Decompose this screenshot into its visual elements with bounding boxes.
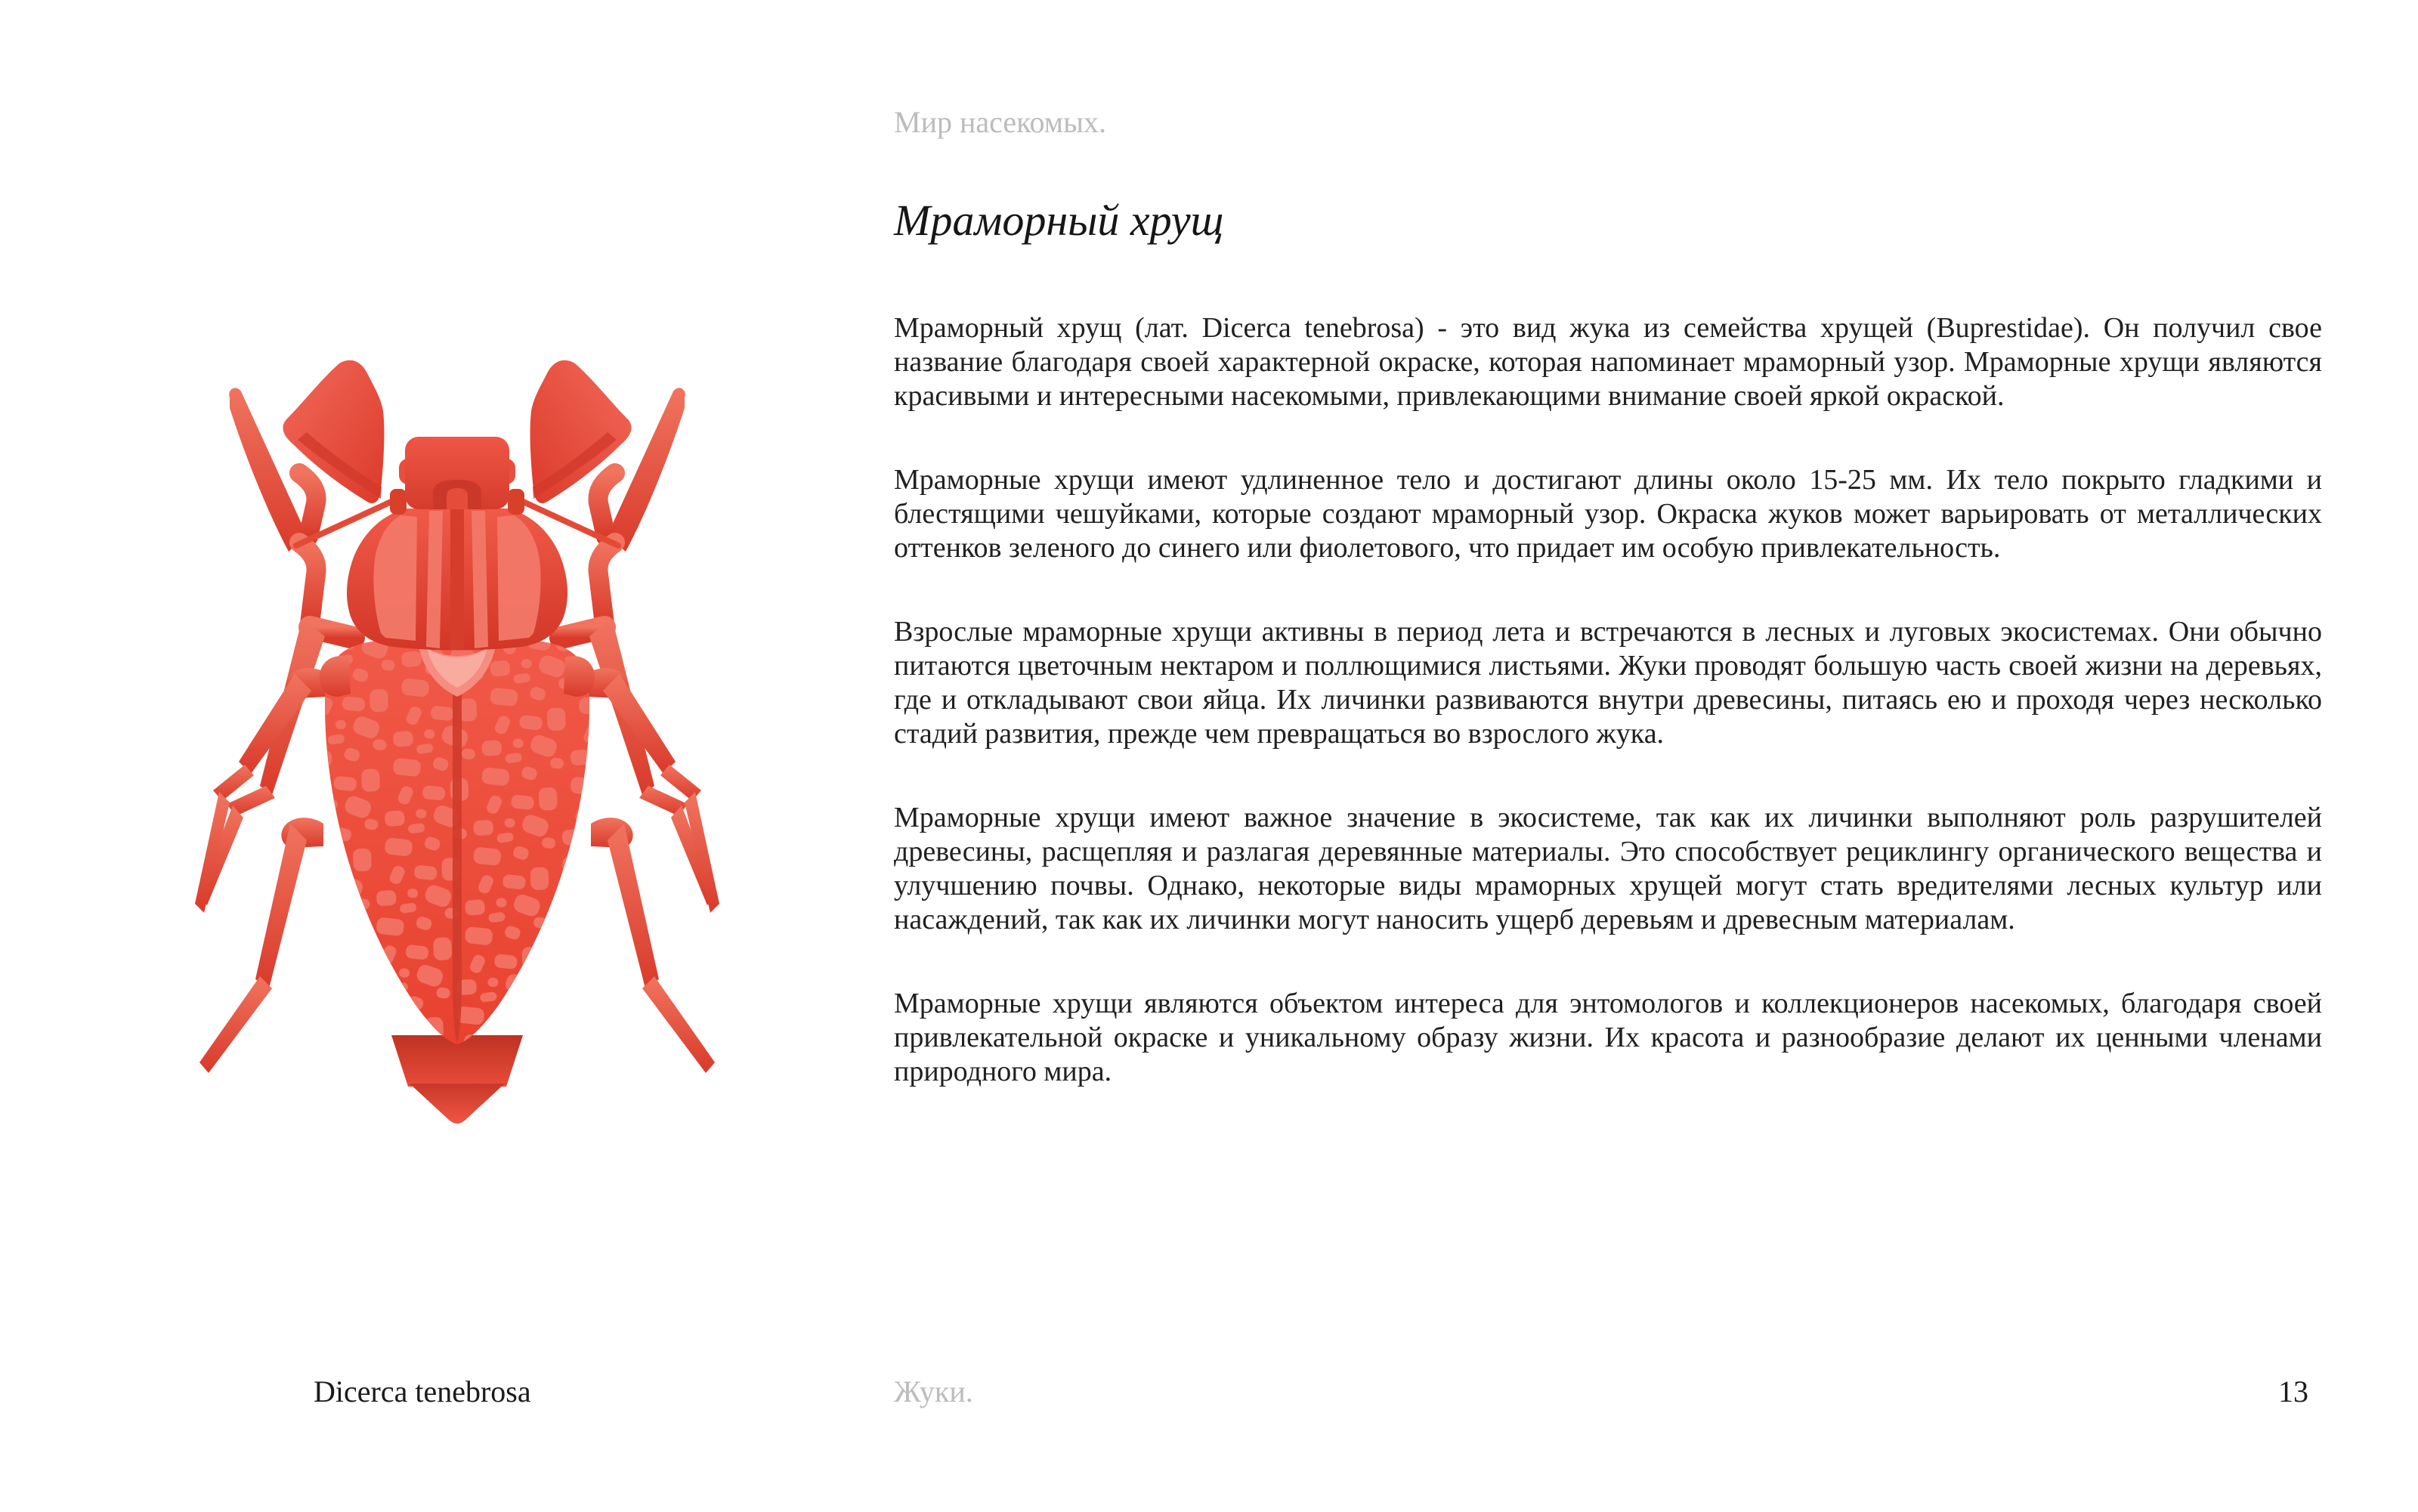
article <box>894 104 2322 1139</box>
paragraph-ecosystem: Мраморные хрущи имеют важное значение в экосистеме, так как их личинки выполняют роль разрушителей древесины, расщепляя и разлагая деревянные материалы. Это способствует рециклингу органического вещества и улучшению почвы. Однако, некоторые виды мраморных хрущей могут стать вредителями лесных культур или насаждений, так как их личинки могут наносить ущерб деревьям и древесным материалам. <box>894 802 2322 935</box>
article-body <box>894 311 2322 1089</box>
footer-species-name: Dicerca tenebrosa <box>314 1374 531 1408</box>
beetle-head <box>399 437 515 509</box>
page-footer <box>0 1374 2418 1419</box>
paragraph-intro: Мраморный хрущ (лат. Dicerca tenebrosa) - это вид жука из семейства хрущей (Buprestidae). Он получил свое название благодаря своей характерной окраске, которая напоминает мраморный узор. Мраморные хрущи являются красивыми и интересными насекомыми, привлекающими внимание своей яркой окраской. <box>894 312 2322 412</box>
paragraph-appearance: Мраморные хрущи имеют удлиненное тело и достигают длины около 15-25 мм. Их тело покрыто гладкими и блестящими чешуйками, которые создают мраморный узор. Окраска жуков может варьировать от металлических оттенков зеленого до синего или фиолетового, что придает им особую привлекательность. <box>894 464 2322 564</box>
illustration-panel <box>166 325 763 1186</box>
section-label: Мир насекомых. <box>894 105 1106 139</box>
paragraph-habitat: Взрослые мраморные хрущи активны в период лета и встречаются в лесных и луговых экосистемах. Они обычно питаются цветочным нектаром и поллющимися листьями. Жуки проводят большую часть своей жизни на деревьях, где и откладывают свои яйца. Их личинки развиваются внутри древесины, питаясь ею и проходя через несколько стадий развития, прежде чем превращаться во взрослого жука. <box>894 616 2322 750</box>
paragraph-collectors: Мраморные хрущи являются объектом интереса для энтомологов и коллекционеров насекомых, благодаря своей привлекательной окраске и уникальному образу жизни. Их красота и разнообразие делают их ценными членами природного мира. <box>894 988 2322 1087</box>
page-title: Мраморный хрущ <box>894 196 1224 245</box>
elytra-seam <box>453 662 462 1043</box>
beetle-abdomen <box>391 1035 523 1124</box>
beetle-elytra <box>325 639 589 1044</box>
footer-section-label: Жуки. <box>894 1374 973 1408</box>
beetle-icon <box>166 325 763 1186</box>
page-number: 13 <box>2278 1374 2308 1408</box>
